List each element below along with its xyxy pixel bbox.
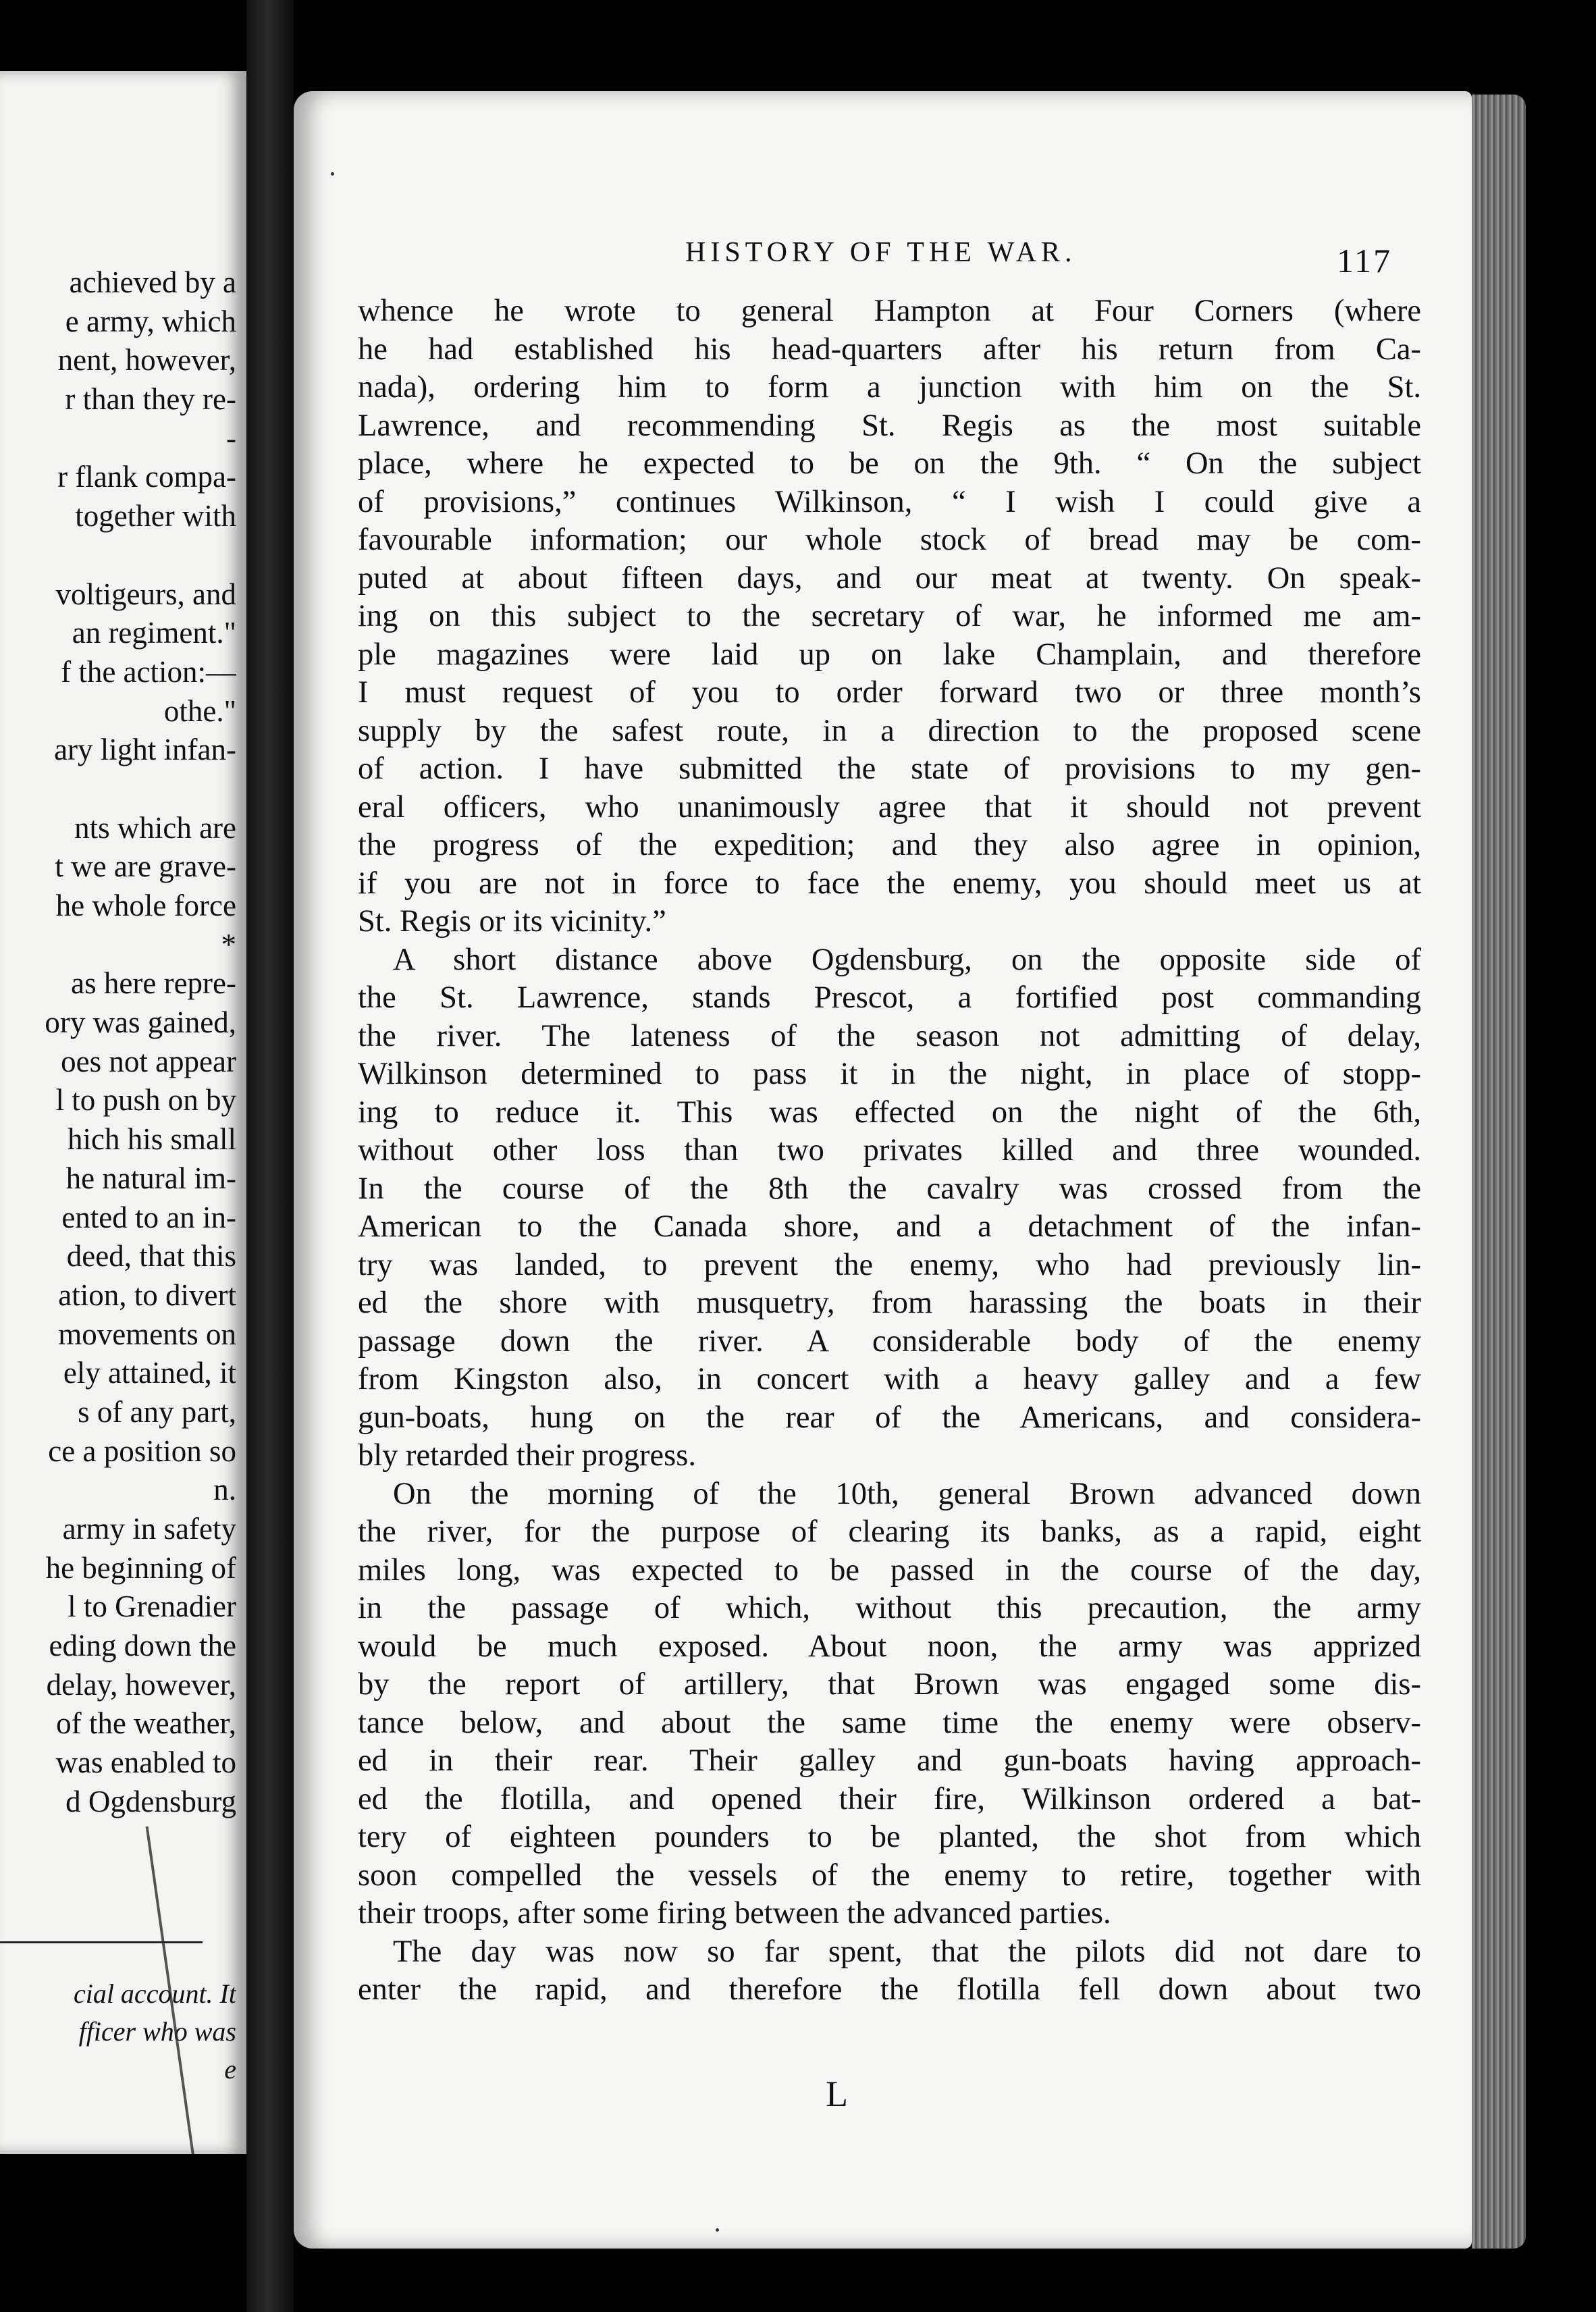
body-text	[358, 292, 1421, 2009]
text-line: ing on this subject to the secretary of war, he informed me am-	[358, 599, 1421, 633]
text-line: s of any part,	[78, 1394, 236, 1429]
signature-mark: L	[826, 2074, 848, 2114]
text-line: tance below, and about the same time the enemy were observ-	[358, 1705, 1421, 1740]
text-line: puted at about fifteen days, and our meat at twenty. On speak-	[358, 560, 1421, 596]
text-line: an regiment."	[72, 616, 236, 650]
text-line: deed, that this	[66, 1239, 236, 1273]
text-line: American to the Canada shore, and a detachment of the infan-	[358, 1209, 1421, 1244]
scan-speck	[716, 2228, 719, 2232]
right-page	[294, 91, 1472, 2249]
text-line: t we are grave-	[55, 849, 236, 884]
text-line: nada), ordering him to form a junction with him on the St.	[358, 370, 1421, 404]
text-line: nts which are	[74, 810, 236, 845]
text-line: he whole force	[55, 889, 236, 922]
text-line: the progress of the expedition; and they also agree in opinion,	[358, 828, 1421, 862]
text-line: in the passage of which, without this precaution, the army	[358, 1591, 1421, 1625]
text-line: from Kingston also, in concert with a heavy galley and a few	[358, 1362, 1421, 1396]
text-line: miles long, was expected to be passed in the course of the day,	[358, 1552, 1421, 1587]
page-number: 117	[1337, 242, 1393, 280]
text-line: cial account. It	[73, 1978, 236, 2009]
text-line: movements on	[58, 1317, 236, 1351]
text-line: The day was now so far spent, that the pilots did not dare to	[393, 1934, 1421, 1969]
text-line	[0, 770, 236, 809]
text-line: without other loss than two privates killed and three wounded.	[358, 1133, 1421, 1167]
text-line: l to push on by	[55, 1083, 236, 1118]
text-line: he natural im-	[65, 1161, 236, 1195]
text-line: delay, however,	[46, 1667, 236, 1702]
text-line: whence he wrote to general Hampton at Four Corners (where	[358, 294, 1421, 328]
text-line: the St. Lawrence, stands Prescot, a fortified post commanding	[358, 980, 1421, 1015]
text-line: supply by the safest route, in a direction to the proposed scene	[358, 713, 1421, 748]
text-line: ely attained, it	[63, 1356, 236, 1390]
book-gutter	[246, 0, 294, 2312]
text-line: In the course of the 8th the cavalry was crossed from the	[358, 1171, 1421, 1206]
text-line: r than they re-	[65, 382, 236, 417]
text-line: ing to reduce it. This was effected on the night of the 6th,	[358, 1095, 1421, 1130]
text-line: bly retarded their progress.	[358, 1438, 696, 1473]
text-line: r flank compa-	[57, 460, 236, 494]
text-line: ed the flotilla, and opened their fire, Wilkinson ordered a bat-	[358, 1781, 1421, 1816]
text-line: their troops, after some firing between the advanced parties.	[358, 1896, 1111, 1930]
text-line: if you are not in force to face the enemy, you should meet us at	[358, 866, 1421, 901]
text-line: St. Regis or its vicinity.”	[358, 904, 666, 939]
text-line: f the action:—	[61, 654, 236, 689]
left-page-text	[0, 263, 236, 1822]
text-line: of provisions,” continues Wilkinson, “ I wish I could give a	[358, 484, 1421, 519]
text-line: together with	[75, 499, 236, 533]
text-line	[0, 536, 236, 575]
text-line: voltigeurs, and	[55, 577, 236, 611]
text-line: of action. I have submitted the state of provisions to my gen-	[358, 752, 1421, 786]
text-line: of the weather,	[56, 1706, 236, 1741]
text-line: e	[224, 2054, 236, 2084]
text-line: hich his small	[68, 1122, 236, 1157]
text-line: A short distance above Ogdensburg, on the opposite side of	[393, 942, 1421, 977]
text-line: he had established his head-quarters after his return from Ca-	[358, 332, 1421, 367]
text-line: soon compelled the vessels of the enemy to retire, together with	[358, 1858, 1421, 1893]
text-line: nent, however,	[57, 343, 236, 377]
text-line: ory was gained,	[45, 1005, 236, 1040]
text-line: oes not appear	[61, 1044, 236, 1078]
text-line: favourable information; our whole stock of bread may be com-	[358, 523, 1421, 557]
text-line: ed the shore with musquetry, from harassing the boats in their	[358, 1286, 1421, 1320]
text-line: Wilkinson determined to pass it in the night, in place of stopp-	[358, 1057, 1421, 1091]
text-line: enter the rapid, and therefore the flotilla fell down about two	[358, 1972, 1421, 2007]
text-line: would be much exposed. About noon, the army was apprized	[358, 1629, 1421, 1664]
text-line: l to Grenadier	[68, 1590, 236, 1624]
text-line: was enabled to	[55, 1745, 236, 1780]
text-line: as here repre-	[71, 966, 236, 1001]
text-line: fficer who was	[78, 2016, 236, 2047]
text-line: place, where he expected to be on the 9th. “ On the subject	[358, 446, 1421, 481]
text-line: othe."	[163, 693, 236, 728]
text-line: ary light infan-	[54, 733, 236, 767]
text-line: the river, for the purpose of clearing its banks, as a rapid, eight	[358, 1515, 1421, 1549]
text-line: ed in their rear. Their galley and gun-boats having approach-	[358, 1743, 1421, 1778]
text-line: passage down the river. A considerable body of the enemy	[358, 1323, 1421, 1359]
running-head: HISTORY OF THE WAR.	[685, 237, 1077, 268]
text-line: -	[226, 421, 236, 455]
text-line: gun-boats, hung on the rear of the Americans, and considera-	[358, 1400, 1421, 1435]
text-line: On the morning of the 10th, general Brown advanced down	[393, 1476, 1421, 1511]
text-line: d Ogdensburg	[65, 1784, 236, 1818]
scan-speck	[331, 172, 334, 176]
text-line: ce a position so	[48, 1434, 236, 1468]
text-line: e army, which	[65, 304, 236, 338]
text-line: eding down the	[49, 1629, 236, 1663]
text-line: n.	[213, 1473, 236, 1507]
text-line: tery of eighteen pounders to be planted, the shot from which	[358, 1820, 1421, 1854]
text-line: *	[221, 927, 236, 962]
text-line: Lawrence, and recommending St. Regis as the most suitable	[358, 408, 1421, 443]
text-line: by the report of artillery, that Brown was engaged some dis-	[358, 1667, 1421, 1702]
text-line: ation, to divert	[58, 1278, 236, 1312]
text-line: try was landed, to prevent the enemy, who had previously lin-	[358, 1247, 1421, 1282]
text-line: ple magazines were laid up on lake Champlain, and therefore	[358, 637, 1421, 672]
text-line: the river. The lateness of the season not admitting of delay,	[358, 1018, 1421, 1053]
text-line: ented to an in-	[61, 1200, 236, 1234]
text-line: eral officers, who unanimously agree that it should not prevent	[358, 789, 1421, 824]
left-page	[0, 71, 246, 2154]
text-line: he beginning of	[45, 1550, 236, 1585]
text-line: achieved by a	[69, 265, 236, 299]
page-edges	[1472, 95, 1526, 2249]
text-line: army in safety	[62, 1512, 236, 1546]
text-line: I must request of you to order forward two or three month’s	[358, 675, 1421, 710]
